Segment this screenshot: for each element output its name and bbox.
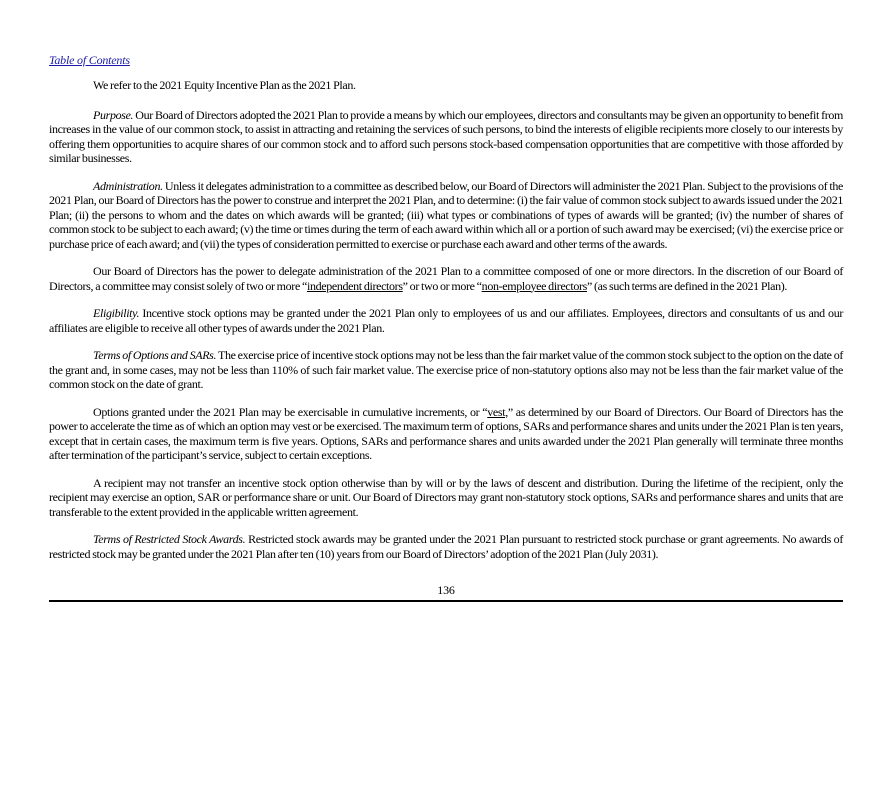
footer-divider [49, 600, 843, 602]
paragraph-vesting [49, 405, 843, 463]
paragraph-text: ” or two or more “ [402, 278, 482, 293]
paragraph-restricted-stock [49, 532, 843, 561]
paragraph-text: We refer to the 2021 Equity Incentive Plan as the 2021 Plan. [93, 78, 356, 92]
paragraph-purpose [49, 108, 843, 166]
paragraph-text: The exercise price of incentive stock options may not be less than the fair market value of the common stock subject to the option on the date of the grant and, in some cases, may not be less than 110% of such fair market value. The exercise price of non-statutory options also may not be less than the fair market value of the common stock on the date of grant. [49, 348, 844, 391]
paragraph-text: A recipient may not transfer an incentive stock option otherwise than by will or by the laws of descent and distribution. During the lifetime of the recipient, only the recipient may exercise an option, SAR or performance share or unit. Our Board of Directors may grant non-statutory stock options, SARs and performance shares and units that are transferable to the extent provided in the applicable written agreement. [49, 475, 843, 519]
paragraph-plan-reference [49, 78, 843, 93]
paragraph-text: Restricted stock awards may be granted under the 2021 Plan pursuant to restricted stock purchase or grant agreements. No awards of restricted stock may be granted under the 2021 Plan after ten (10) years from our Board of Directors’ adoption of the 2021 Plan (July 2031). [49, 532, 843, 561]
paragraph-text: ” as determined by our Board of Directors. Our Board of Directors has the power to accelerate the time as of which an option may vest or be exercised. The maximum term of options, SARs and performance shares and units under the 2021 Plan is ten years, except that in certain cases, the maximum term is five years. Options, SARs and performance shares and units awarded under the 2021 Plan generally will terminate three months after termination of the participant’s service, subject to certain exceptions. [49, 404, 843, 462]
section-heading-eligibility: Eligibility. [93, 306, 140, 320]
document-page [49, 51, 843, 602]
paragraph-text: Our Board of Directors has the power to delegate administration of the 2021 Plan to a committee composed of one or more directors. In the discretion of our Board of Directors, a committee may consist solely of two or more “ [49, 264, 843, 293]
vest-term: vest, [487, 404, 508, 419]
independent-directors-term: independent directors [306, 278, 403, 293]
table-of-contents-link[interactable]: Table of Contents [49, 53, 130, 67]
paragraph-administration [49, 179, 843, 252]
non-employee-directors-term: non-employee directors [481, 278, 587, 293]
paragraph-eligibility [49, 306, 843, 335]
paragraph-transferability [49, 476, 843, 520]
paragraph-text: Unless it delegates administration to a committee as described below, our Board of Directors will administer the 2021 Plan. Subject to the provisions of the 2021 Plan, our Board of Directors has the power to construe and interpret the 2021 Plan, and to determine: (i) the fair value of common stock subject to awards issued under the 2021 Plan; (ii) the persons to whom and the dates on which awards will be granted; (iii) what types or combinations of types of awards will be granted; (iv) the number of shares of common stock to be subject to each award; (v) the time or times during the term of each award within which all or a portion of such award may be exercised; (vi) the exercise price or purchase price of each award; and (vii) the types of consideration permitted to exercise or purchase each award and other terms of the awards. [49, 178, 843, 251]
paragraph-terms-options-sars [49, 348, 843, 392]
paragraph-text: Our Board of Directors adopted the 2021 Plan to provide a means by which our employees, directors and consultants may be given an opportunity to benefit from increases in the value of our common stock, to assist in attracting and retaining the services of such persons, to bind the interests of eligible recipients more closely to our interests by offering them opportunities to acquire shares of our common stock and to afford such persons stock-based compensation opportunities that are competitive with those afforded by similar businesses. [49, 107, 843, 165]
paragraph-text: Options granted under the 2021 Plan may be exercisable in cumulative increments, or “ [93, 404, 488, 419]
paragraph-committee-delegation [49, 264, 843, 293]
page-number: 136 [437, 583, 455, 597]
section-heading-restricted-stock: Terms of Restricted Stock Awards. [93, 532, 246, 546]
section-heading-purpose: Purpose. [93, 107, 134, 122]
section-heading-terms-options-sars: Terms of Options and SARs. [93, 348, 217, 362]
section-heading-administration: Administration. [93, 178, 163, 193]
paragraph-text: ” (as such terms are defined in the 2021 Plan). [587, 278, 788, 293]
paragraph-text: Incentive stock options may be granted under the 2021 Plan only to employees of us and our affiliates. Employees, directors and consultants of us and our affiliates are eligible to receive all other types of awards under the 2021 Plan. [49, 306, 843, 335]
